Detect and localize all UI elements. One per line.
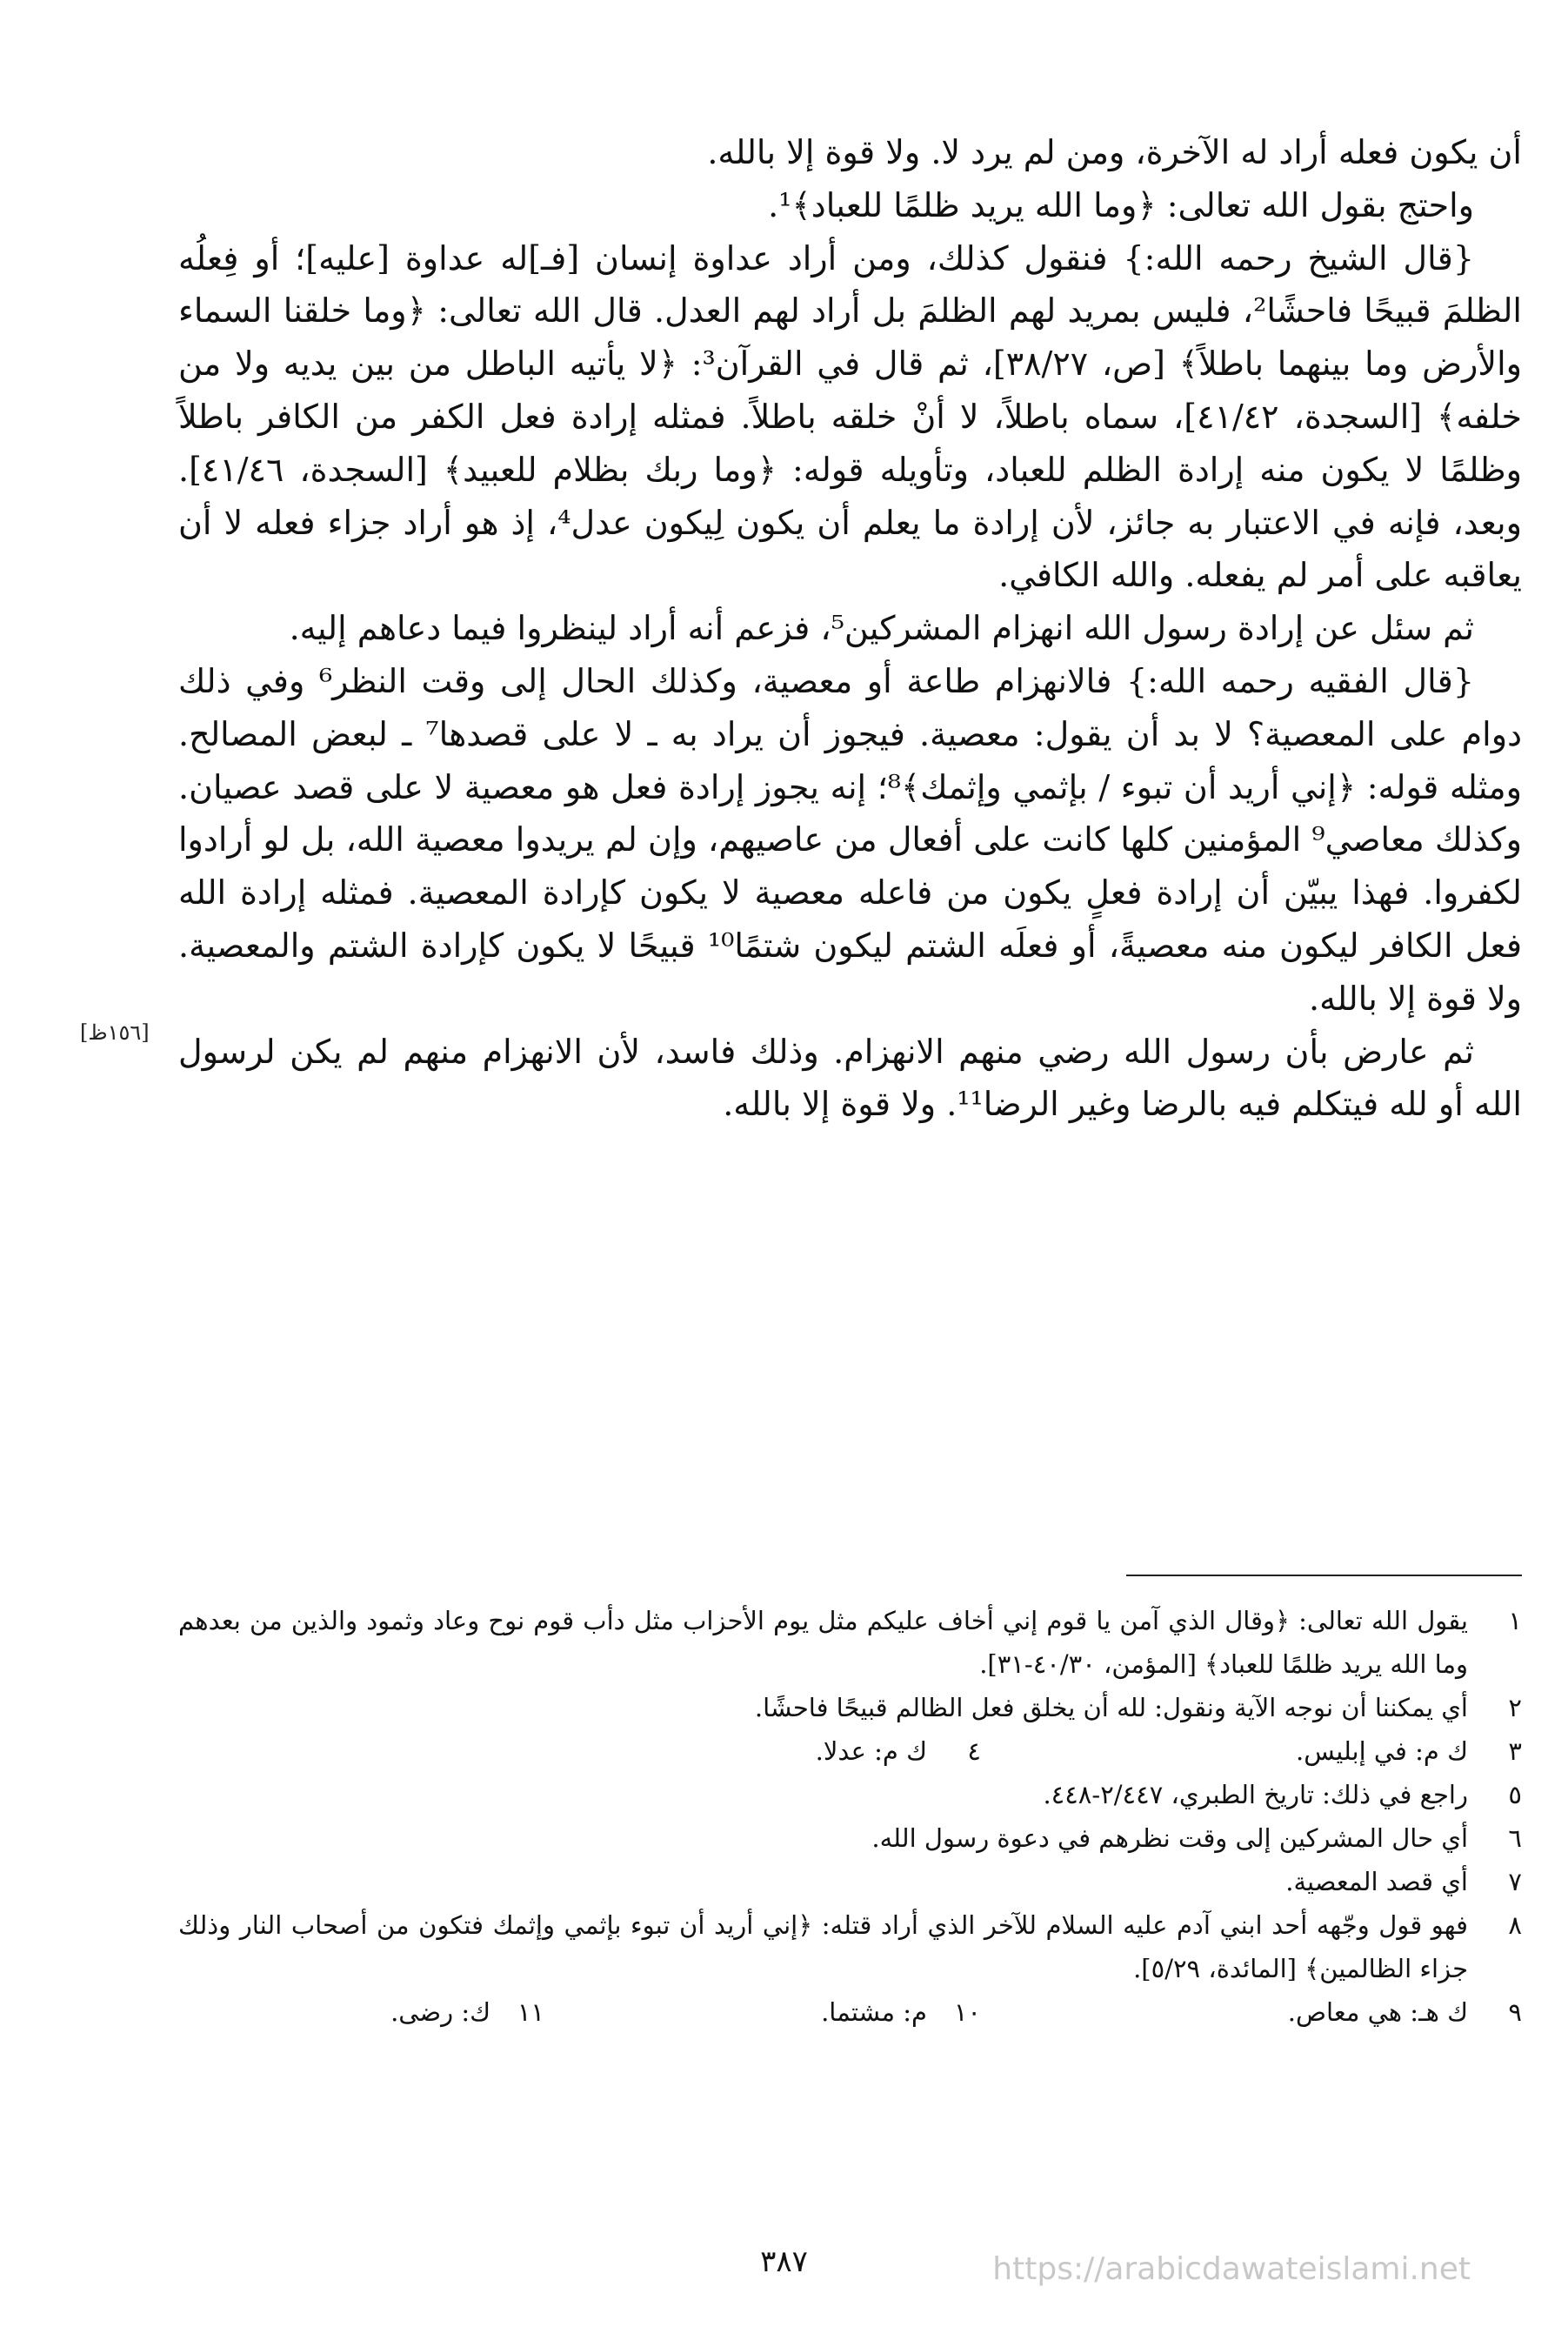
footnote-text: م: مشتما. xyxy=(821,1997,927,2027)
footnote-number: ٤ xyxy=(967,1736,981,1766)
footnote-number: ٦ xyxy=(1508,1823,1522,1853)
footnote-number: ١ xyxy=(1508,1606,1522,1635)
footnote-row xyxy=(178,1729,1522,1773)
paragraph: أن يكون فعله أراد له الآخرة، ومن لم يرد لا. ولا قوة إلا بالله. xyxy=(707,133,1522,171)
footnote-number: ٩ xyxy=(1508,1997,1522,2027)
footnote xyxy=(178,1860,1522,1903)
footnote xyxy=(178,1599,1522,1686)
footnote-text: أي حال المشركين إلى وقت نظرهم في دعوة رسول الله. xyxy=(871,1823,1468,1853)
footnotes xyxy=(178,1599,1522,2034)
footnote-number: ٥ xyxy=(1508,1780,1522,1809)
footnote xyxy=(178,1773,1522,1816)
footnote-text: راجع في ذلك: تاريخ الطبري، ٢/٤٤٧-٤٤٨. xyxy=(1043,1780,1468,1809)
footnote xyxy=(230,1990,544,2034)
page-number: ٣٨٧ xyxy=(760,2244,808,2279)
footnote xyxy=(981,1990,1522,2034)
footnote-text: ك م: عدلا. xyxy=(815,1736,927,1766)
footnote xyxy=(544,1990,981,2034)
footnote xyxy=(579,1729,981,1773)
footnote-text: يقول الله تعالى: ﴿وقال الذي آمن يا قوم إني أخاف عليكم مثل يوم الأحزاب مثل دأب قوم نوح وعاد وثمود والذين من بعدهم وما الله يريد ظلمًا للعباد﴾ [المؤمن، ٤٠/٣٠-٣١]. xyxy=(178,1606,1468,1679)
watermark-url: https://arabicdawateislami.net xyxy=(992,2251,1471,2287)
manuscript-folio-marker: [١٥٦ظ] xyxy=(80,1020,150,1045)
footnote-number: ٣ xyxy=(1508,1736,1522,1766)
footnote-divider xyxy=(1126,1575,1522,1576)
footnote xyxy=(178,1816,1522,1860)
footnote-number: ٢ xyxy=(1508,1693,1522,1722)
main-text xyxy=(178,126,1522,1131)
footnote-text: ك هـ: هي معاص. xyxy=(1287,1997,1468,2027)
footnote-number: ٨ xyxy=(1508,1910,1522,1940)
footnote-number: ١٠ xyxy=(953,1997,981,2027)
footnote xyxy=(981,1729,1522,1773)
paragraph: ثم عارض بأن رسول الله رضي منهم الانهزام. وذلك فاسد، لأن الانهزام منهم لم يكن لرسول الله أو لله فيتكلم فيه بالرضا وغير الرضا¹¹. ولا قوة إلا بالله. xyxy=(178,1032,1522,1124)
footnote xyxy=(178,1686,1522,1729)
footnote-number: ١١ xyxy=(517,1997,544,2027)
footnote-row xyxy=(178,1990,1522,2034)
footnote-text: أي قصد المعصية. xyxy=(1285,1867,1468,1896)
paragraph: ثم سئل عن إرادة رسول الله انهزام المشركين⁵، فزعم أنه أراد لينظروا فيما دعاهم إليه. xyxy=(289,609,1474,648)
footnote-text: أي يمكننا أن نوجه الآية ونقول: لله أن يخلق فعل الظالم قبيحًا فاحشًا. xyxy=(754,1693,1468,1722)
footnote-number: ٧ xyxy=(1508,1867,1522,1896)
footnote xyxy=(178,1903,1522,1990)
footnote-text: فهو قول وجّهه أحد ابني آدم عليه السلام للآخر الذي أراد قتله: ﴿إني أريد أن تبوء بإثمي وإثمك فتكون من أصحاب النار وذلك جزاء الظالمين﴾ [المائدة، ٥/٢٩]. xyxy=(178,1910,1468,1983)
footnote-text: ك م: في إبليس. xyxy=(1296,1736,1468,1766)
paragraph: {قال الفقيه رحمه الله:} فالانهزام طاعة أو معصية، وكذلك الحال إلى وقت النظر⁶ وفي ذلك دوام على المعصية؟ لا بد أن يقول: معصية. فيجوز أن يراد به ـ لا على قصدها⁷ ـ لبعض المصالح. ومثله قوله: ﴿إني أريد أن تبوء / بإثمي وإثمك﴾⁸؛ إنه يجوز إرادة فعل هو معصية لا على قصد عصيان. وكذلك معاصي⁹ المؤمنين كلها كانت على أفعال من عاصيهم، وإن لم يريدوا معصية الله، بل لو أرادوا لكفروا. فهذا يبيّن أن إرادة فعلٍ يكون من فاعله معصية لا يكون كإرادة المعصية. فمثله إرادة الله فعل الكافر ليكون منه معصيةً، أو فعلَه الشتم ليكون شتمًا¹⁰ قبيحًا لا يكون كإرادة الشتم والمعصية. ولا قوة إلا بالله. xyxy=(178,661,1523,1018)
footnote-text: ك: رضى. xyxy=(390,1997,490,2027)
paragraph: {قال الشيخ رحمه الله:} فنقول كذلك، ومن أراد عداوة إنسان [فـ]له عداوة [عليه]؛ أو فِعلُه الظلمَ قبيحًا فاحشًا²، فليس بمريد لهم الظلمَ بل أراد لهم العدل. قال الله تعالى: ﴿وما خلقنا السماء والأرض وما بينهما باطلاً﴾ [ص، ٣٨/٢٧]، ثم قال في القرآن³: ﴿لا يأتيه الباطل من بين يديه ولا من خلفه﴾ [السجدة، ٤١/٤٢]، سماه باطلاً، لا أنْ خلقه باطلاً. فمثله إرادة فعل الكفر من الكافر باطلاً وظلمًا لا يكون منه إرادة الظلم للعباد، وتأويله قوله: ﴿وما ربك بظلام للعبيد﴾ [السجدة، ٤١/٤٦]. وبعد، فإنه في الاعتبار به جائز، لأن إرادة ما يعلم أن يكون لِيكون عدل⁴، إذ هو أراد جزاء فعله لا أن يعاقبه على أمر لم يفعله. والله الكافي. xyxy=(178,238,1522,595)
paragraph: واحتج بقول الله تعالى: ﴿وما الله يريد ظلمًا للعباد﴾¹. xyxy=(768,185,1474,224)
